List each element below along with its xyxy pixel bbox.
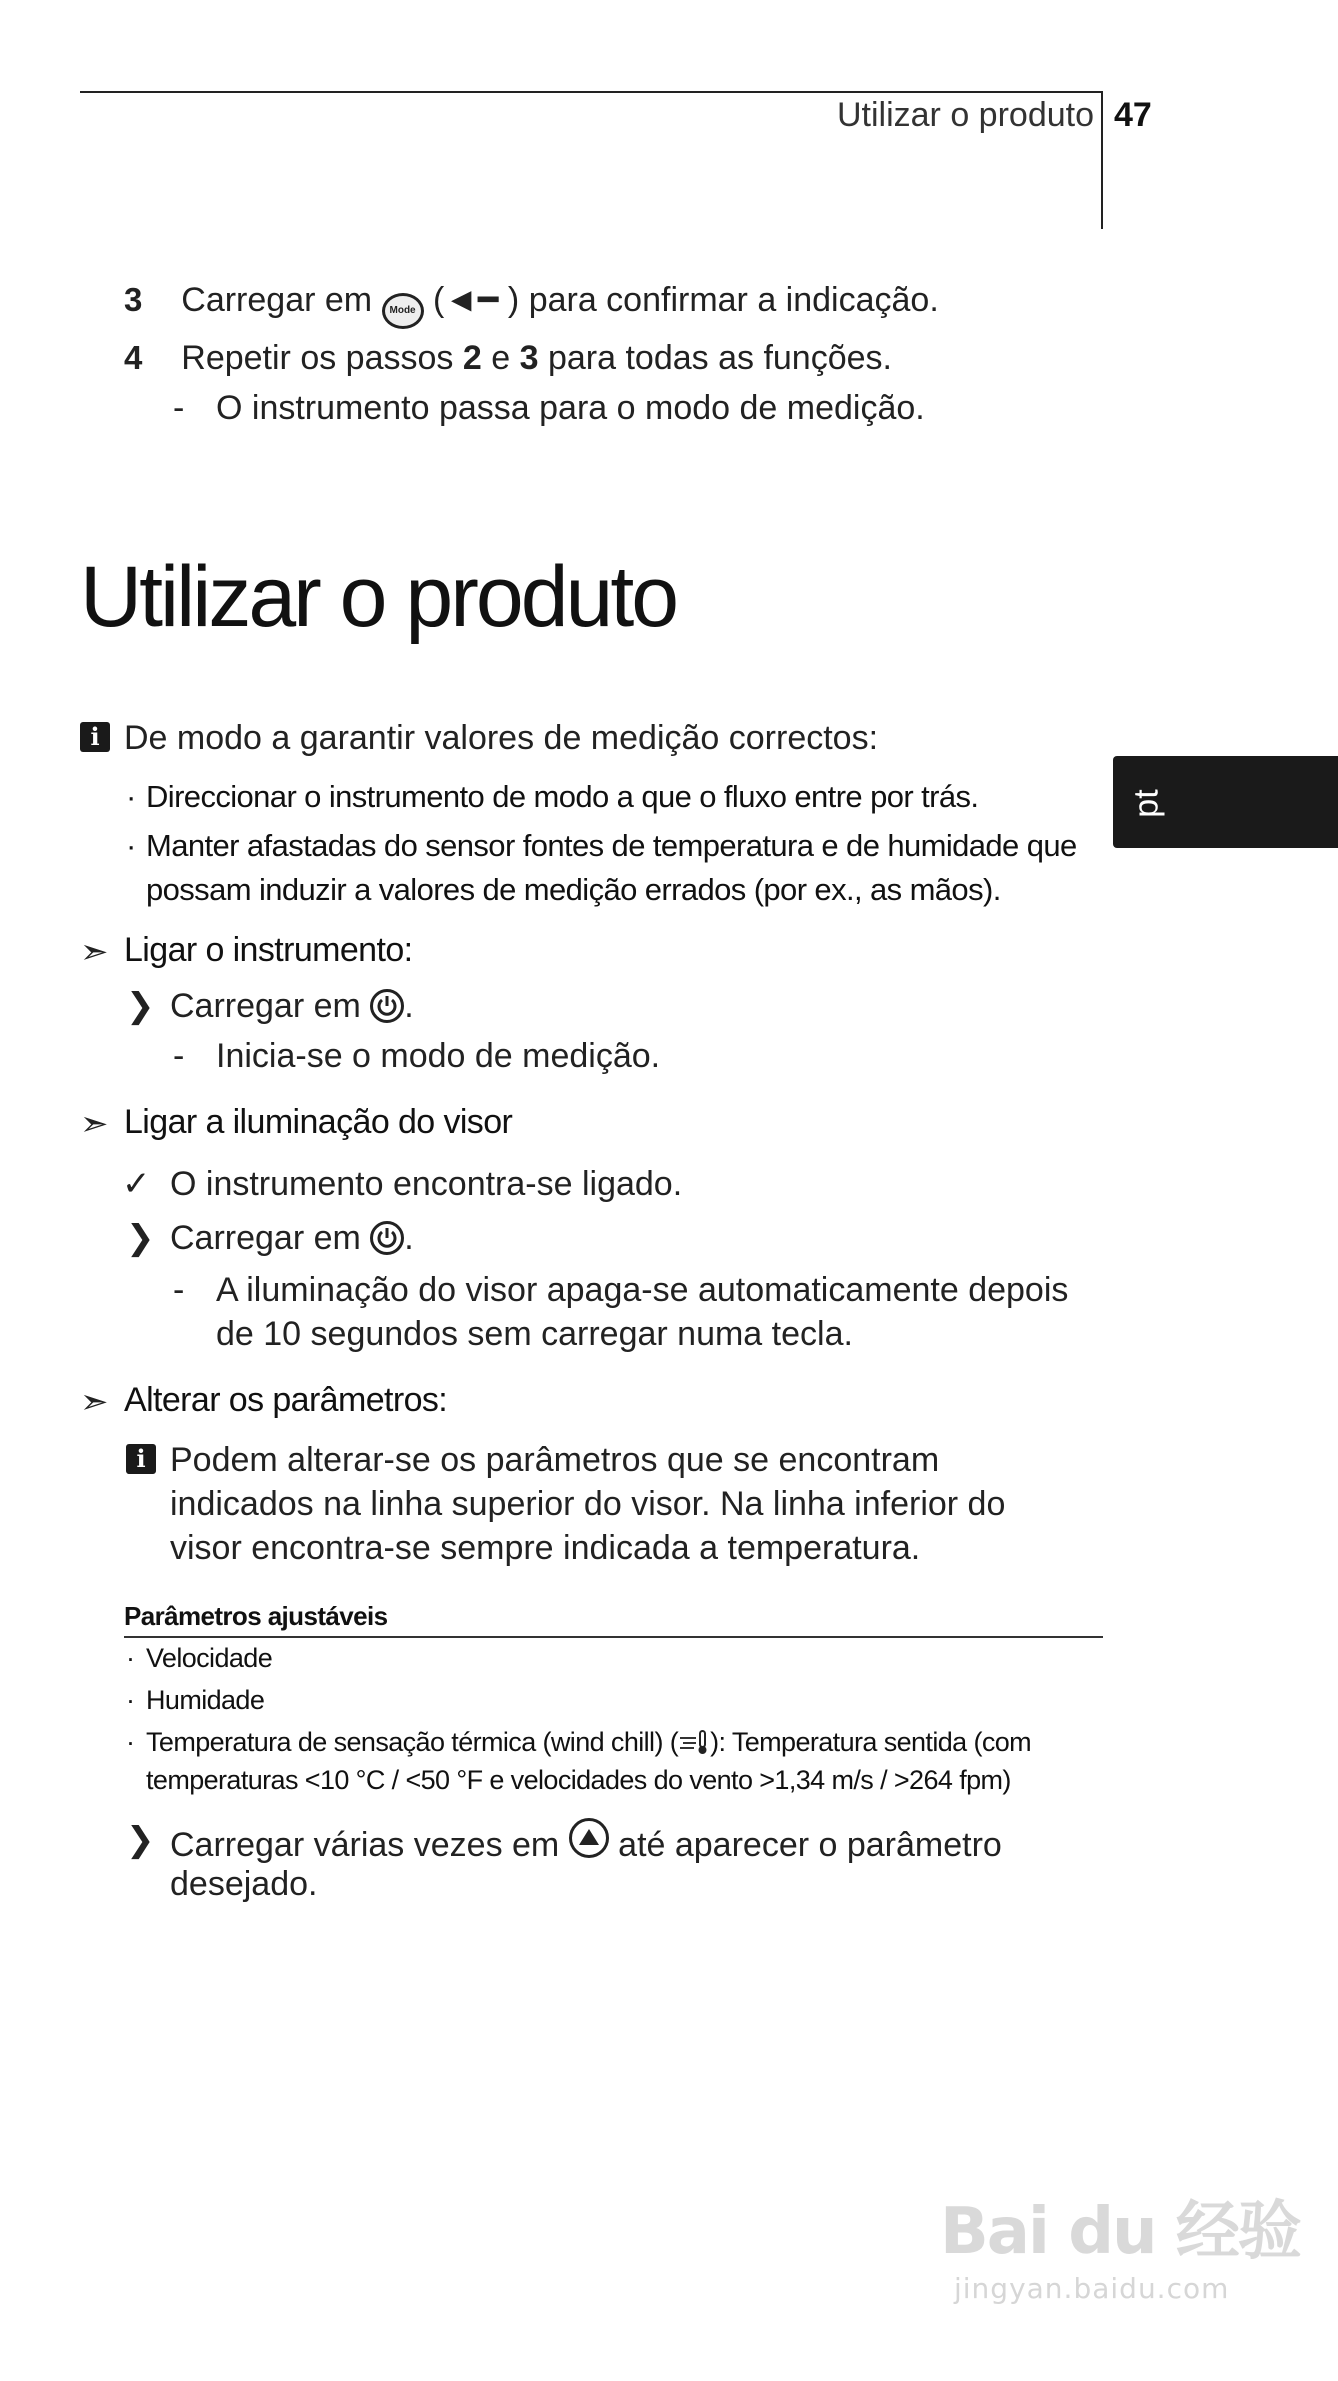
- bullet-dot: ·: [126, 828, 136, 863]
- step-number: 4: [124, 339, 143, 376]
- bullet-dot: ·: [126, 1727, 135, 1757]
- check-icon: ✓: [122, 1165, 151, 1203]
- power-button-icon: [370, 989, 404, 1023]
- chevron-icon: ❯: [126, 1219, 155, 1257]
- result-dash: -: [173, 389, 185, 427]
- chevron-icon: ❯: [126, 1821, 155, 1859]
- step-4: [124, 336, 892, 380]
- param-item: Humidade: [146, 1685, 265, 1715]
- page-title: Utilizar o produto: [80, 549, 677, 645]
- language-tab: [1113, 756, 1338, 848]
- header-divider: [1101, 91, 1103, 229]
- watermark: [940, 2180, 1300, 2305]
- note-bullet: Direccionar o instrumento de modo a que o fluxo entre por trás.: [146, 779, 979, 814]
- page-number: 47: [1114, 96, 1152, 134]
- action-text-cont: desejado.: [170, 1865, 318, 1903]
- wind-chill-icon: [678, 1728, 710, 1754]
- result-dash: -: [173, 1271, 185, 1309]
- note-line: indicados na linha superior do visor. Na linha inferior do: [170, 1485, 1006, 1523]
- bullet-dot: ·: [126, 1643, 135, 1673]
- action-label: Carregar várias vezes em: [170, 1826, 560, 1864]
- note-line: visor encontra-se sempre indicada a temperatura.: [170, 1529, 921, 1567]
- step-text: e: [491, 339, 511, 377]
- header-rule: [80, 91, 1103, 93]
- bullet-dot: ·: [126, 779, 136, 814]
- running-header: Utilizar o produto: [836, 96, 1094, 134]
- arrow-icon: ➣: [80, 1383, 109, 1421]
- note-intro: De modo a garantir valores de medição correctos:: [124, 719, 879, 757]
- action-label: Carregar em: [170, 1219, 361, 1257]
- action-text: [170, 1818, 1002, 1867]
- param-item: Velocidade: [146, 1643, 273, 1673]
- step-number: 3: [124, 281, 143, 318]
- chevron-icon: ❯: [126, 987, 155, 1025]
- info-icon: i: [80, 722, 110, 752]
- action-label: até aparecer o parâmetro: [618, 1826, 1002, 1864]
- note-bullet: Manter afastadas do sensor fontes de temperatura e de humidade que: [146, 828, 1077, 863]
- step-3: [124, 278, 939, 329]
- return-icon: ◄━: [444, 281, 499, 319]
- table-title: Parâmetros ajustáveis: [124, 1601, 388, 1631]
- up-button-icon: [569, 1818, 609, 1858]
- result-text: A iluminação do visor apaga-se automaticamente depois: [216, 1271, 1069, 1309]
- step-ref: 3: [519, 339, 539, 377]
- power-button-icon: [370, 1221, 404, 1255]
- info-icon: i: [126, 1444, 156, 1474]
- language-tab-label: pt: [1127, 789, 1166, 818]
- wind-chill-text: ): Temperatura sentida (com: [710, 1727, 1032, 1757]
- step-text: Carregar em: [181, 281, 373, 319]
- note-line: Podem alterar-se os parâmetros que se encontram: [170, 1441, 940, 1479]
- param-item-cont: temperaturas <10 °C / <50 °F e velocidades do vento >1,34 m/s / >264 fpm): [146, 1765, 1011, 1795]
- step-text: Repetir os passos: [181, 339, 454, 377]
- table-rule: [124, 1636, 1103, 1638]
- watermark-url: jingyan.baidu.com: [954, 2272, 1230, 2305]
- section-heading: Ligar o instrumento:: [124, 931, 413, 969]
- action-text: Carregar em .: [170, 987, 414, 1025]
- step-text-post: ) para confirmar a indicação.: [507, 281, 939, 319]
- section-heading: Alterar os parâmetros:: [124, 1381, 448, 1419]
- arrow-icon: ➣: [80, 1105, 109, 1143]
- step-4-result: O instrumento passa para o modo de medição.: [216, 389, 925, 427]
- section-heading: Ligar a iluminação do visor: [124, 1103, 513, 1141]
- paren: (: [433, 281, 445, 319]
- wind-chill-text: Temperatura de sensação térmica (wind chill) (: [146, 1727, 679, 1757]
- result-dash: -: [173, 1037, 185, 1075]
- action-text: Carregar em .: [170, 1219, 414, 1257]
- action-label: Carregar em: [170, 987, 361, 1025]
- result-text-cont: de 10 segundos sem carregar numa tecla.: [216, 1315, 853, 1353]
- arrow-icon: ➣: [80, 933, 109, 971]
- watermark-brand: Bai du 经验: [940, 2195, 1300, 2269]
- note-bullet-cont: possam induzir a valores de medição errados (por ex., as mãos).: [146, 872, 1001, 907]
- result-text: Inicia-se o modo de medição.: [216, 1037, 661, 1075]
- step-text-post: para todas as funções.: [547, 339, 892, 377]
- bullet-dot: ·: [126, 1685, 135, 1715]
- step-ref: 2: [462, 339, 482, 377]
- mode-key-icon: Mode: [382, 293, 424, 329]
- param-item-wind-chill: [146, 1724, 1031, 1761]
- precondition-text: O instrumento encontra-se ligado.: [170, 1165, 683, 1203]
